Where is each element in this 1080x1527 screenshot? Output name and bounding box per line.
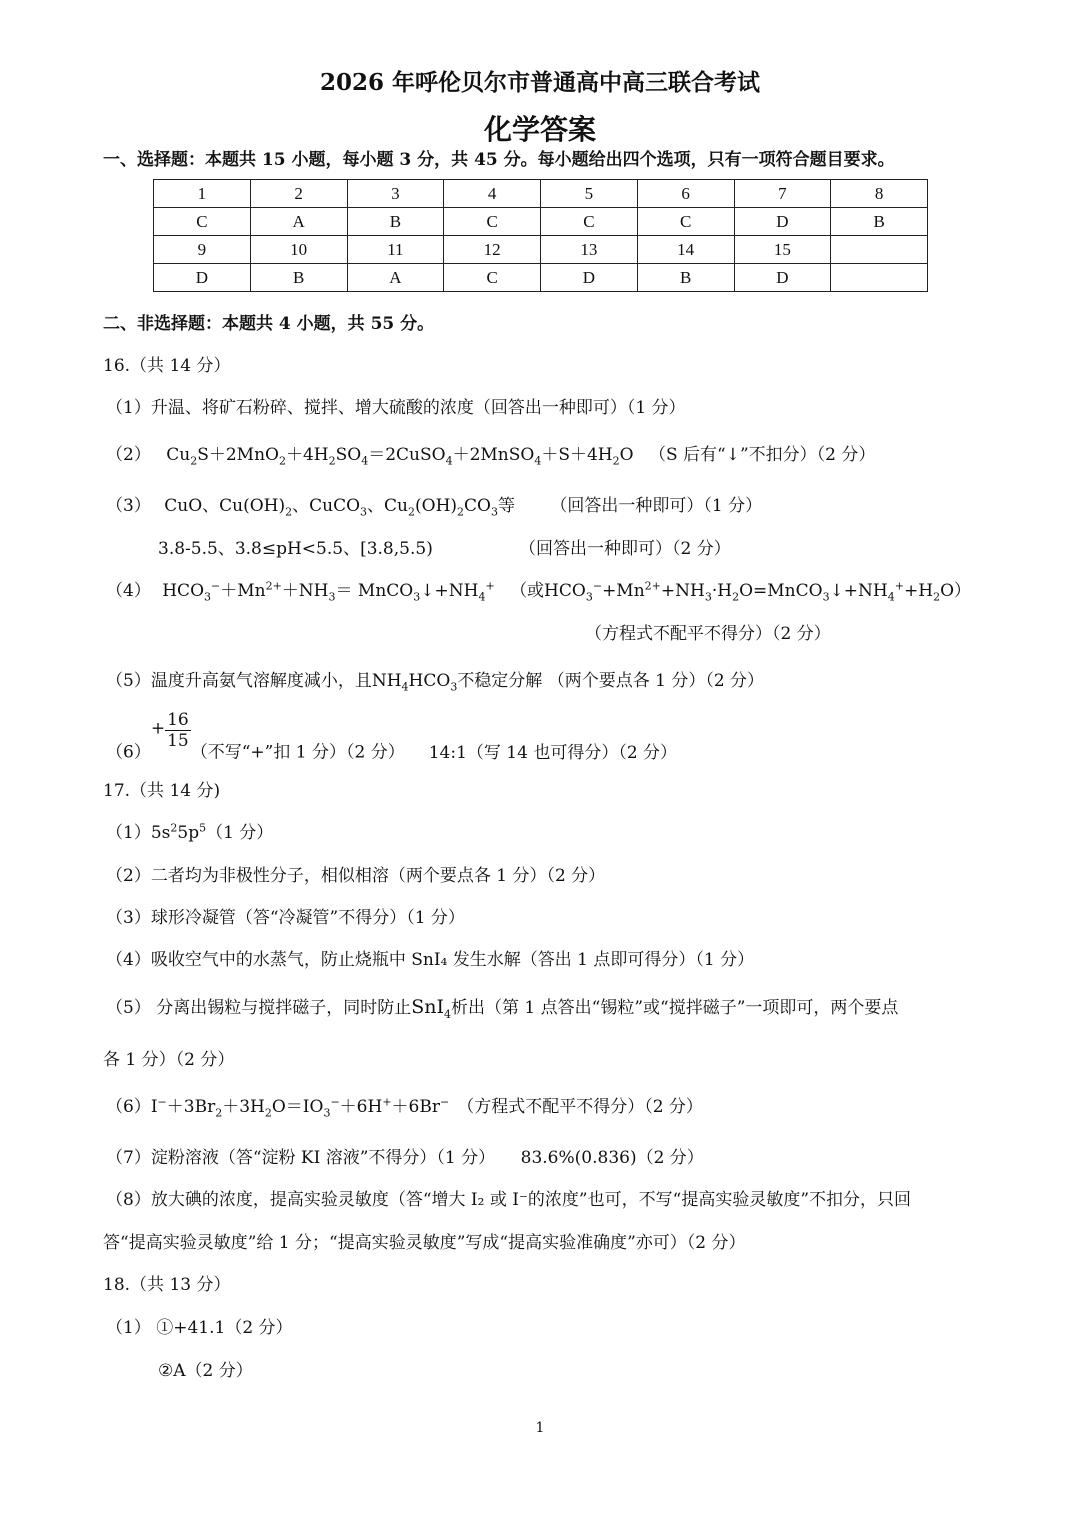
q17-equation: $I^-+3Br_2+3H_2O=IO_3^-+6H^++6Br^-$ bbox=[150, 1095, 450, 1120]
q18-part1-b: ②A（2 分） bbox=[158, 1361, 253, 1381]
q16-part4 bbox=[106, 576, 971, 604]
table-cell: D bbox=[154, 264, 251, 292]
q16-equation-1: $Cu_2S+2MnO_2+4H_2SO_4=2CuSO_4+2MnSO_4+S+4H_2O$ bbox=[166, 445, 634, 468]
q17-electron-config: $5s^25p^5$ bbox=[150, 821, 207, 843]
q17-part6-note: （方程式不配平不得分）（2 分） bbox=[457, 1097, 703, 1117]
q17-part5-note: 析出（第 1 点答出“锡粒”或“搅拌磁子”一项即可，两个要点 bbox=[451, 998, 899, 1018]
table-cell: C bbox=[444, 208, 541, 236]
q16-equation-2-alt: （或$HCO_3^-+Mn^{2+}+NH_3\cdot H_2O=MnCO_3↓+NH_4^++H_2O$） bbox=[510, 579, 971, 604]
table-cell: 6 bbox=[637, 180, 734, 208]
q16-part6-sign: + bbox=[150, 718, 166, 739]
q17-part8: （8）放大碘的浓度，提高实验灵敏度（答“增大 I₂ 或 I⁻的浓度”也可，不写“提高实验灵敏度”不扣分，只回 bbox=[106, 1190, 912, 1210]
q16-part6-label: （6） bbox=[106, 742, 151, 763]
q17-part1-note: （1 分） bbox=[206, 823, 274, 843]
q17-heading: 17.（共 14 分) bbox=[103, 781, 221, 801]
q17-part6-label: （6） bbox=[106, 1097, 151, 1117]
answer-table bbox=[153, 179, 928, 292]
q16-part6 bbox=[106, 712, 677, 763]
q16-part3-label: （3） bbox=[106, 496, 151, 516]
q17-part5-cont: 各 1 分）（2 分） bbox=[103, 1050, 235, 1070]
page-number: 1 bbox=[535, 1420, 545, 1436]
q16-part3-note: （回答出一种即可）（1 分） bbox=[550, 496, 763, 516]
table-cell: C bbox=[541, 208, 638, 236]
table-cell: 12 bbox=[444, 236, 541, 264]
table-cell: B bbox=[637, 264, 734, 292]
table-cell: 14 bbox=[637, 236, 734, 264]
table-cell: B bbox=[831, 208, 928, 236]
table-cell: A bbox=[347, 264, 444, 292]
q17-part3: （3）球形冷凝管（答“冷凝管”不得分）（1 分） bbox=[106, 908, 465, 928]
table-cell: 13 bbox=[541, 236, 638, 264]
q18-part1: （1） ①+41.1（2 分） bbox=[106, 1318, 293, 1338]
table-cell: D bbox=[734, 264, 831, 292]
q16-part2-note: （S 后有“↓”不扣分） bbox=[648, 445, 817, 465]
q16-part5-formula: $NH_4HCO_3$ bbox=[371, 671, 458, 694]
table-cell: 9 bbox=[154, 236, 251, 264]
table-cell: 15 bbox=[734, 236, 831, 264]
table-row bbox=[154, 264, 928, 292]
q16-part3-ph-note: （回答出一种即可）（2 分） bbox=[519, 539, 731, 559]
page-subtitle: 化学答案 bbox=[483, 113, 596, 146]
table-cell: 10 bbox=[250, 236, 347, 264]
table-cell: C bbox=[637, 208, 734, 236]
q16-part4-label: （4） bbox=[106, 581, 151, 601]
table-row bbox=[154, 236, 928, 264]
table-cell: 5 bbox=[541, 180, 638, 208]
q16-part3-ph: 3.8-5.5、3.8≤pH<5.5、[3.8,5.5) bbox=[158, 539, 433, 559]
q16-equation-2: $HCO_3^-+Mn^{2+}+NH_3=$ $MnCO_3↓+NH_4^+$ bbox=[162, 579, 495, 604]
table-cell: B bbox=[250, 264, 347, 292]
q17-part2: （2）二者均为非极性分子，相似相溶（两个要点各 1 分）（2 分） bbox=[106, 866, 606, 886]
q17-part1 bbox=[106, 818, 273, 843]
table-cell: 3 bbox=[347, 180, 444, 208]
q17-part5 bbox=[106, 993, 899, 1021]
q16-part3 bbox=[106, 491, 763, 519]
q16-part4-note: （方程式不配平不得分）（2 分） bbox=[585, 624, 831, 644]
q17-part5-text: （5） 分离出锡粒与搅拌磁子，同时防止 bbox=[106, 998, 412, 1018]
q16-part3-formulas: CuO、$Cu(OH)_2$、CuCO$_3$、$Cu_2(OH)_2CO_3$等 bbox=[164, 496, 515, 519]
table-cell: 1 bbox=[154, 180, 251, 208]
q16-part6-fraction bbox=[165, 712, 191, 750]
q16-part2 bbox=[106, 440, 876, 468]
q17-part5-formula: SnI$_4$ bbox=[411, 996, 451, 1021]
q16-part5-text: （5）温度升高氨气溶解度减小，且 bbox=[106, 671, 372, 691]
q16-part1: （1）升温、将矿石粉碎、搅拌、增大硫酸的浓度（回答出一种即可）（1 分） bbox=[106, 398, 686, 418]
q18-heading: 18.（共 13 分） bbox=[103, 1275, 231, 1295]
q17-part8-cont: 答“提高实验灵敏度”给 1 分；“提高实验灵敏度”写成“提高实验准确度”亦可）（2 分） bbox=[103, 1233, 746, 1253]
table-cell: 2 bbox=[250, 180, 347, 208]
table-row bbox=[154, 180, 928, 208]
section-1-heading: 一、选择题：本题共 15 小题，每小题 3 分，共 45 分。每小题给出四个选项，只有一项符合题目要求。 bbox=[103, 150, 895, 170]
q17-part4: （4）吸收空气中的水蒸气，防止烧瓶中 SnI₄ 发生水解（答出 1 点即可得分）（1 分） bbox=[106, 950, 755, 970]
table-cell: C bbox=[154, 208, 251, 236]
q16-heading: 16.（共 14 分） bbox=[103, 356, 231, 376]
q17-part1-label: （1） bbox=[106, 823, 151, 843]
section-2-heading: 二、非选择题：本题共 4 小题，共 55 分。 bbox=[103, 314, 435, 334]
q16-part6-note: （不写“+”扣 1 分）（2 分） bbox=[190, 742, 405, 763]
table-cell: B bbox=[347, 208, 444, 236]
q16-part6-ratio: 14:1（写 14 也可得分）（2 分） bbox=[428, 742, 678, 763]
table-cell: C bbox=[444, 264, 541, 292]
fraction-numerator: 16 bbox=[167, 710, 189, 730]
q17-part6 bbox=[106, 1092, 703, 1120]
q17-part7: （7）淀粉溶液（答“淀粉 KI 溶液”不得分）（1 分） 83.6%(0.836)（2 分） bbox=[106, 1148, 704, 1168]
q16-part5 bbox=[106, 666, 765, 694]
q16-part2-score: （2 分） bbox=[816, 445, 876, 465]
table-cell: 4 bbox=[444, 180, 541, 208]
q16-part2-label: （2） bbox=[106, 445, 151, 465]
table-cell: 8 bbox=[831, 180, 928, 208]
table-cell bbox=[831, 236, 928, 264]
fraction-denominator: 15 bbox=[167, 731, 189, 751]
table-cell: 11 bbox=[347, 236, 444, 264]
page-title: 2026 年呼伦贝尔市普通高中高三联合考试 bbox=[319, 69, 761, 96]
table-cell: 7 bbox=[734, 180, 831, 208]
table-cell: A bbox=[250, 208, 347, 236]
table-cell: D bbox=[541, 264, 638, 292]
table-cell bbox=[831, 264, 928, 292]
q16-part5-note: 不稳定分解 （两个要点各 1 分）（2 分） bbox=[457, 671, 765, 691]
table-row bbox=[154, 208, 928, 236]
table-cell: D bbox=[734, 208, 831, 236]
